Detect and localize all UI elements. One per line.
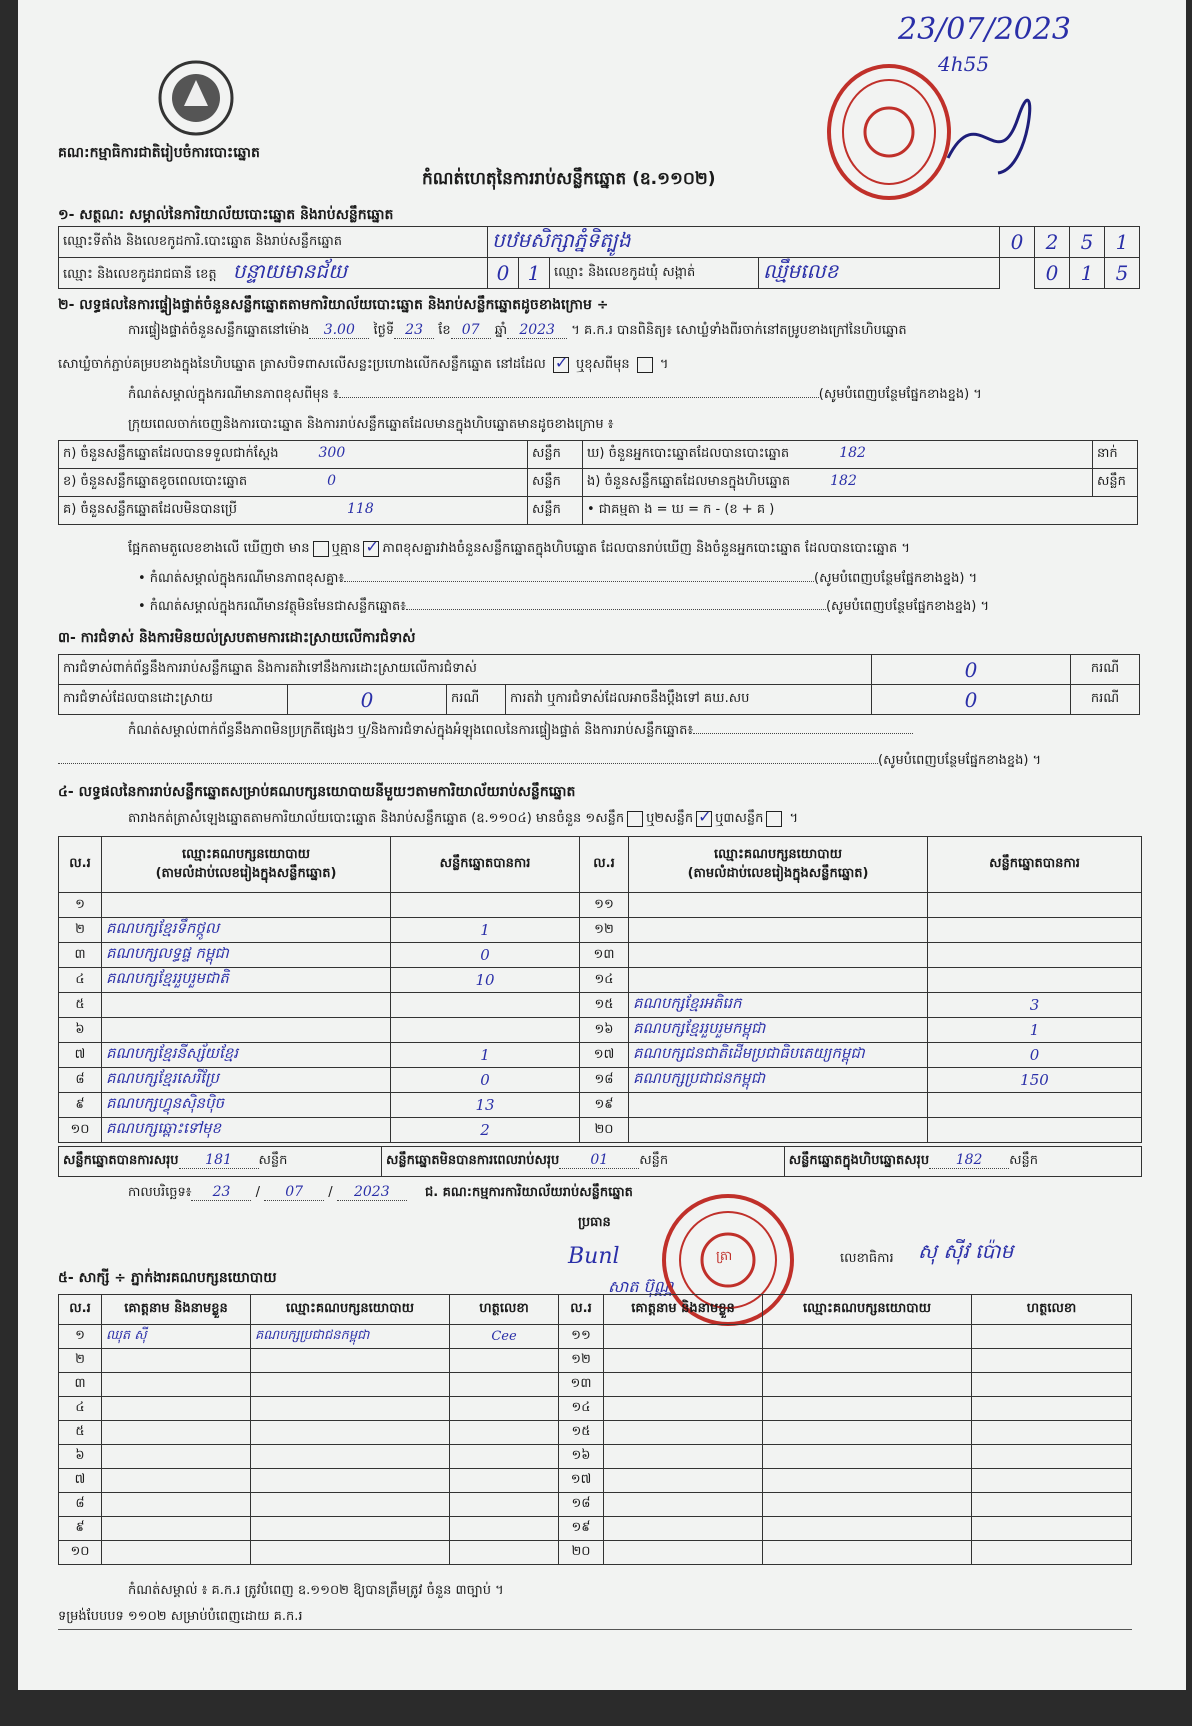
party-number: ១១ [580, 893, 629, 918]
party-column-header: ឈ្មោះគណបក្សនយោបាយ (តាមលំដាប់លេខរៀងក្នុងសន្លឹកឆ្នោត) [629, 837, 928, 893]
table-row [59, 1541, 1132, 1565]
two-sheets-checkbox[interactable] [696, 811, 712, 827]
party-number: ២០ [580, 1118, 629, 1143]
committee-name: គណ:កម្មាធិការជាតិរៀបចំការបោះឆ្នោត [58, 145, 260, 161]
witness-signature [450, 1445, 559, 1469]
polling-station-name: បឋមសិក្សាភ្នំទិត្បូង [488, 227, 1000, 258]
irregularity-note: កំណត់សម្គាល់ពាក់ព័ន្ធនឹងភាពមិនប្រក្រតីផ្សេងៗ ឬ/និងការជំទាស់ក្នុងអំឡុងពេលនៃការផ្ទៀងផ្ទាត់ និងការរាប់សន្លឹកឆ្នោត៖ [128, 722, 1138, 741]
witness-signature [972, 1517, 1132, 1541]
committee-emblem-icon [156, 58, 236, 138]
witness-number: ៥ [59, 1421, 102, 1445]
witness-table: ល.រ គោត្តនាម និងនាមខ្លួន ឈ្មោះគណបក្សនយោបាយ ហត្ថលេខា ល.រ គោត្តនាម និងនាមខ្លួន ឈ្មោះគណបក្សនយោបាយ ហត្ថលេខា ១ ឈុត ស៊ី គណបក្សប្រជាជនកម្ពុជា Cee ១១ ២ ១២ ៣ ១៣ ៤ ១៤ ៥ ១៥ ៦ ១៦ ៧ ១៧ ៨ ១៨ ៩ ១៩ ១០ ២០ [58, 1294, 1132, 1565]
total-valid-value: 181 [179, 1152, 259, 1169]
party-number: ៤ [59, 968, 102, 993]
party-votes: 1 [928, 1018, 1142, 1043]
province-code-digit: 0 [488, 258, 519, 289]
witness-number: ១៦ [559, 1445, 604, 1469]
party-number: ១០ [59, 1118, 102, 1143]
party-name: គណបក្សខ្មែរទឹកថ្កូល [102, 918, 391, 943]
witness-signature [450, 1397, 559, 1421]
party-votes [928, 1118, 1142, 1143]
witness-number: ១១ [559, 1325, 604, 1349]
witness-signature [450, 1349, 559, 1373]
witness-signature [972, 1493, 1132, 1517]
witness-number: ៦ [59, 1445, 102, 1469]
signing-day: 23 [191, 1184, 251, 1201]
table-row [59, 1018, 1142, 1043]
witness-party [763, 1469, 972, 1493]
ballots-in-box-value: 182 [830, 473, 857, 489]
table-row [59, 993, 1142, 1018]
section-3-heading: ៣- ការជំទាស់ និងការមិនយល់ស្របតាមការដោះស្រាយលើការជំទាស់ [58, 630, 416, 646]
witness-number: ១៤ [559, 1397, 604, 1421]
chair-name: សាត ប៊ុណ្ណ [608, 1277, 674, 1296]
table-row [59, 1349, 1132, 1373]
witness-name [604, 1349, 763, 1373]
witness-signature [450, 1373, 559, 1397]
table-row [59, 1517, 1132, 1541]
party-name [629, 1093, 928, 1118]
one-sheet-checkbox[interactable] [627, 811, 643, 827]
signing-date: កាលបរិច្ឆេទ៖ 23 / 07 / 2023 ជ. គណ:កម្មការការិយាល័យរាប់សន្លឹកឆ្នោត [128, 1184, 633, 1200]
commune-code-digit: 5 [1105, 258, 1140, 289]
table-row [59, 1493, 1132, 1517]
voters-voted-value: 182 [839, 445, 866, 461]
party-name: គណបក្សប្រជាជនកម្ពុជា [629, 1068, 928, 1093]
total-invalid-value: 01 [559, 1152, 639, 1169]
witness-signature [972, 1421, 1132, 1445]
commune-code-digit: 1 [1070, 258, 1105, 289]
table-row [59, 1093, 1142, 1118]
witness-number: ១ [59, 1325, 102, 1349]
witness-signature [450, 1421, 559, 1445]
witness-name [604, 1541, 763, 1565]
party-name [629, 1118, 928, 1143]
complaints-value: 0 [872, 655, 1071, 685]
three-sheets-checkbox[interactable] [766, 811, 782, 827]
witness-number: ៧ [59, 1469, 102, 1493]
witness-party [763, 1541, 972, 1565]
ballot-count-table: ក) ចំនួនសន្លឹកឆ្នោតដែលបានទទួលជាក់ស្តែង 300 សន្លឹក ឃ) ចំនួនអ្នកបោះឆ្នោតដែលបានបោះឆ្នោត 182 នាក់ ខ) ចំនួនសន្លឹកឆ្នោតខូចពេលបោះឆ្នោត 0 សន្លឹក ង) ចំនួនសន្លឹកឆ្នោតដែលមានក្នុងហិបឆ្នោត 182 សន្លឹក គ) ចំនួនសន្លឹកឆ្នោតដែលមិនបានប្រើ 118 សន្លឹក • ជាគម្មតា ង = ឃ = ក - (ខ + គ ) [58, 440, 1138, 525]
party-number: ៩ [59, 1093, 102, 1118]
party-name: គណបក្សឆ្ពោះទៅមុខ [102, 1118, 391, 1143]
party-number: ១៨ [580, 1068, 629, 1093]
party-name: គណបក្សហ្វុនស៊ិនប៉ិច [102, 1093, 391, 1118]
complaints-label: ការជំទាស់ពាក់ព័ន្ធនឹងការរាប់សន្លឹកឆ្នោត និងការតវ៉ាទៅនឹងការដោះស្រាយលើការជំទាស់ [59, 655, 872, 685]
form-title: កំណត់ហេតុនៃការរាប់សន្លឹកឆ្នោត (ឧ.១១០២) [422, 169, 716, 189]
irregularity-note-line-2: (សូមបំពេញបន្ថែមផ្នែកខាងខ្នង) ។ [58, 752, 1140, 771]
party-column-header: ឈ្មោះគណបក្សនយោបាយ (តាមលំដាប់លេខរៀងក្នុងសន្លឹកឆ្នោត) [102, 837, 391, 893]
verification-year: 2023 [507, 322, 567, 339]
section-1-table [58, 226, 1140, 289]
witness-number: ៤ [59, 1397, 102, 1421]
witness-party: គណបក្សប្រជាជនកម្ពុជា [251, 1325, 450, 1349]
chair-signature: Bunl [568, 1244, 620, 1269]
witness-party [251, 1469, 450, 1493]
witness-party [763, 1493, 972, 1517]
witness-name [102, 1469, 251, 1493]
table-row [59, 918, 1142, 943]
table-row [59, 943, 1142, 968]
witness-signature [972, 1325, 1132, 1349]
witness-number: ៩ [59, 1517, 102, 1541]
has-difference-checkbox[interactable] [313, 541, 329, 557]
witness-party [251, 1493, 450, 1517]
witness-name [102, 1445, 251, 1469]
province-code-digit: 1 [519, 258, 550, 289]
seal-check-line: សោឃ្លំចាក់ភ្ជាប់គម្របខាងក្នុងនៃហិបឆ្នោត ត្រាសបិទពាសលើសន្លះប្រហោងលើកសន្លឹកឆ្នោត នៅដដែល ✓ ឬខុសពីមុន ។ [58, 356, 668, 375]
party-votes [928, 1093, 1142, 1118]
party-votes: 1 [391, 1043, 580, 1068]
section-1-heading: ១- សត្ថណ: សម្គាល់នៃការិយាល័យបោះឆ្នោត និងរាប់សន្លឹកឆ្នោត [58, 207, 394, 223]
witness-name [102, 1541, 251, 1565]
party-name: គណបក្សលទ្ធផ្ទ កម្ពុជា [102, 943, 391, 968]
station-code-digit: 0 [1000, 227, 1035, 258]
party-number: ១៩ [580, 1093, 629, 1118]
witness-name [102, 1517, 251, 1541]
table-row [59, 1068, 1142, 1093]
party-name [102, 1018, 391, 1043]
witness-party [763, 1349, 972, 1373]
table-row [59, 1043, 1142, 1068]
witness-number: ១៧ [559, 1469, 604, 1493]
party-votes: 2 [391, 1118, 580, 1143]
ballots-received-value: 300 [318, 445, 346, 461]
witness-party [251, 1349, 450, 1373]
witness-party [763, 1445, 972, 1469]
commune-code-digit: 0 [1035, 258, 1070, 289]
unchanged-checkbox[interactable] [553, 357, 569, 373]
witness-party [763, 1325, 972, 1349]
verification-month: 07 [451, 322, 491, 339]
secretary-signature: សុ ស៊ីវ ប៉ោម [918, 1239, 1014, 1263]
witness-party [763, 1421, 972, 1445]
witness-signature [450, 1469, 559, 1493]
party-votes: 150 [928, 1068, 1142, 1093]
party-name [629, 918, 928, 943]
polling-station-label: ឈ្មោះទីតាំង និងលេខកូដការិ.បោះឆ្នោត និងរាប់សន្លឹកឆ្នោត [59, 227, 488, 258]
witness-signature [450, 1493, 559, 1517]
witness-number: ២០ [559, 1541, 604, 1565]
ballots-spoiled: ខ) ចំនួនសន្លឹកឆ្នោតខូចពេលបោះឆ្នោត 0 [59, 469, 528, 497]
chair-title: ប្រធាន [578, 1215, 611, 1230]
province-label: ឈ្មោះ និងលេខកូដរាជធានី ខេត្ត បន្ទាយមានជ័យ [59, 258, 488, 289]
witness-signature [450, 1541, 559, 1565]
table-row [59, 1469, 1132, 1493]
witness-signature [972, 1541, 1132, 1565]
formula-note: • ជាគម្មតា ង = ឃ = ក - (ខ + គ ) [583, 497, 1138, 525]
party-votes [928, 968, 1142, 993]
witness-name [604, 1373, 763, 1397]
party-number: ៨ [59, 1068, 102, 1093]
party-name: គណបក្សខ្មែរនីស្ស័យខ្មែរ [102, 1043, 391, 1068]
party-name: គណបក្សខ្មែររួបរួមជាតិ [102, 968, 391, 993]
witness-name [604, 1421, 763, 1445]
resolved-value: 0 [288, 685, 447, 715]
party-votes [928, 918, 1142, 943]
party-number: ១២ [580, 918, 629, 943]
verification-day: 23 [394, 322, 434, 339]
no-difference-checkbox[interactable] [363, 541, 379, 557]
discrepancy-line: ផ្អែកតាមតួលេខខាងលើ ឃើញថា មាន ឬគ្មាន✓ ភាពខុសគ្នារវាងចំនួនសន្លឹកឆ្នោតក្នុងហិបឆ្នោត ដែលបានរាប់ឃើញ និងចំនួនអ្នកបោះឆ្នោត ដែលបានបោះឆ្នោត ។ [128, 540, 1138, 559]
province-name: បន្ទាយមានជ័យ [232, 259, 348, 283]
witness-name: ឈុត ស៊ី [102, 1325, 251, 1349]
official-seal-top-icon [824, 62, 954, 202]
witness-name [604, 1397, 763, 1421]
station-code-digit: 5 [1070, 227, 1105, 258]
commune-label: ឈ្មោះ និងលេខកូដឃុំ សង្កាត់ [550, 258, 759, 289]
table-row [59, 893, 1142, 918]
commune-name: ឈ្មឹមលេខ [759, 258, 1000, 289]
witness-name [604, 1325, 763, 1349]
witness-name [604, 1517, 763, 1541]
party-name: គណបក្សខ្មែររួបរួមកម្ពុជា [629, 1018, 928, 1043]
party-number: ១៥ [580, 993, 629, 1018]
signing-year: 2023 [337, 1184, 407, 1201]
witness-name [604, 1445, 763, 1469]
form-footer: ទម្រង់បែបបទ ១១០២ សម្រាប់បំពេញដោយ គ.ក.រ [58, 1608, 1132, 1630]
witness-party [763, 1397, 972, 1421]
witness-name [604, 1469, 763, 1493]
section-4-heading: ៤- លទ្ធផលនៃការរាប់សន្លឹកឆ្នោតសម្រាប់គណបក្សនយោបាយនីមួយៗតាមការិយាល័យរាប់សន្លឹកឆ្នោត [58, 784, 576, 800]
witness-party [251, 1541, 450, 1565]
table-row [59, 1373, 1132, 1397]
verification-line: ការផ្ទៀងផ្ទាត់ចំនួនសន្លឹកឆ្នោតនៅម៉ោង 3.00 ថ្ងៃទី 23 ខែ 07 ឆ្នាំ 2023 ។ គ.ក.រ បានពិនិត្យ៖ សោឃ្លំទាំងពីរចាក់នៅតម្រូបខាងក្រៅនៃហិបឆ្នោត [128, 322, 907, 338]
witness-signature [972, 1445, 1132, 1469]
witness-number: ១៥ [559, 1421, 604, 1445]
totals-row [58, 1146, 1142, 1177]
witness-signature [450, 1517, 559, 1541]
party-votes [391, 893, 580, 918]
witness-name [102, 1493, 251, 1517]
section-2-heading: ២- លទ្ធផលនៃការផ្ទៀងផ្ទាត់ចំនួនសន្លឹកឆ្នោតតាមការិយាល័យបោះឆ្នោត និងរាប់សន្លឹកឆ្នោតដូចខាងក្រោម ÷ [58, 297, 609, 313]
section-5-heading: ៥- សាក្សី ÷ ភ្នាក់ងារគណបក្សនយោបាយ [58, 1270, 277, 1286]
witness-signature [972, 1349, 1132, 1373]
party-votes: 0 [391, 1068, 580, 1093]
witness-number: ៨ [59, 1493, 102, 1517]
witness-number: ១៣ [559, 1373, 604, 1397]
party-votes: 0 [391, 943, 580, 968]
witness-name [102, 1349, 251, 1373]
stamp-label: ត្រា [716, 1249, 733, 1264]
table-row [59, 1397, 1132, 1421]
witness-number: ១៩ [559, 1517, 604, 1541]
witness-party [251, 1421, 450, 1445]
verification-time: 3.00 [309, 322, 369, 339]
party-votes [928, 943, 1142, 968]
witness-name [102, 1421, 251, 1445]
party-name [629, 893, 928, 918]
table-row [59, 1325, 1132, 1349]
witness-party [251, 1397, 450, 1421]
table-row [59, 1118, 1142, 1143]
party-name: គណបក្សជនជាតិដើមប្រជាធិបតេយ្យកម្ពុជា [629, 1043, 928, 1068]
party-votes: 10 [391, 968, 580, 993]
signing-month: 07 [264, 1184, 324, 1201]
party-votes: 0 [928, 1043, 1142, 1068]
station-code-digit: 1 [1105, 227, 1140, 258]
witness-signature [972, 1397, 1132, 1421]
handwritten-date: 23/07/2023 [898, 12, 1071, 47]
witness-number: ២ [59, 1349, 102, 1373]
witness-number: ១០ [59, 1541, 102, 1565]
total-valid: សន្លឹកឆ្នោតបានការសរុប 181 សន្លឹក [59, 1147, 382, 1177]
count-intro: ក្រុយពេលចាក់ចេញនិងការបោះឆ្នោត និងការរាប់សន្លឹកឆ្នោតដែលមានក្នុងហិបឆ្នោតមានដូចខាងក្រោម ៖ [128, 417, 614, 432]
witness-signature: Cee [450, 1325, 559, 1349]
party-number: ៧ [59, 1043, 102, 1068]
appeal-label: ការតវ៉ា ឬការជំទាស់ដែលអាចនឹងប្តឹងទៅ គឃ.សប [506, 685, 872, 715]
witness-signature [972, 1373, 1132, 1397]
party-name [629, 968, 928, 993]
witness-party [763, 1373, 972, 1397]
witness-party [251, 1445, 450, 1469]
witness-party [251, 1373, 450, 1397]
party-name: គណបក្សខ្មែរសេរីប្រែ [102, 1068, 391, 1093]
ballots-unused: គ) ចំនួនសន្លឹកឆ្នោតដែលមិនបានប្រើ 118 [59, 497, 528, 525]
document-page [18, 0, 1186, 1690]
party-number: ៥ [59, 993, 102, 1018]
difference-note-line: កំណត់សម្គាល់ក្នុងករណីមានភាពខុសពីមុន ៖ (សូមបំពេញបន្ថែមផ្នែកខាងខ្នង) ។ [128, 387, 982, 402]
party-votes [928, 893, 1142, 918]
total-in-box: សន្លឹកឆ្នោតក្នុងហិបឆ្នោតសរុប 182 សន្លឹក [784, 1147, 1141, 1177]
table-row [59, 1445, 1132, 1469]
witness-name [604, 1493, 763, 1517]
resolved-label: ការជំទាស់ដែលបានដោះស្រាយ [59, 685, 288, 715]
party-number: ២ [59, 918, 102, 943]
voters-voted: ឃ) ចំនួនអ្នកបោះឆ្នោតដែលបានបោះឆ្នោត 182 [583, 441, 1093, 469]
table-row [59, 968, 1142, 993]
secretary-title: លេខាធិការ [840, 1251, 894, 1266]
party-results-table: ល.រ ឈ្មោះគណបក្សនយោបាយ (តាមលំដាប់លេខរៀងក្នុងសន្លឹកឆ្នោត) សន្លឹកឆ្នោតបានការ ល.រ ឈ្មោះគណបក្សនយោបាយ (តាមលំដាប់លេខរៀងក្នុងសន្លឹកឆ្នោត) សន្លឹកឆ្នោតបានការ ១ ១១ ២ គណបក្សខ្មែរទឹកថ្កូល 1 ១២ ៣ គណបក្សលទ្ធផ្ទ កម្ពុជា 0 ១៣ ៤ គណបក្សខ្មែររួបរួមជាតិ 10 ១៤ ៥ ១៥ គណបក្សខ្មែរអតិរេក 3 ៦ ១៦ គណបក្សខ្មែររួបរួមកម្ពុជា 1 ៧ គណបក្សខ្មែរនីស្ស័យខ្មែរ 1 ១៧ គណបក្សជនជាតិដើមប្រជាធិបតេយ្យកម្ពុជា 0 ៨ គណបក្សខ្មែរសេរីប្រែ 0 ១៨ គណបក្សប្រជាជនកម្ពុជា 150 ៩ គណបក្សហ្វុនស៊ិនប៉ិច 13 ១៩ ១០ គណបក្សឆ្ពោះទៅមុខ 2 ២០ [58, 836, 1142, 1143]
party-votes [391, 993, 580, 1018]
witness-name [102, 1397, 251, 1421]
witness-number: ១៨ [559, 1493, 604, 1517]
handwritten-time: 4h55 [938, 52, 990, 76]
tally-sheet-count: តារាងកត់ត្រាសំឡេងឆ្នោតតាមការិយាល័យបោះឆ្នោត និងរាប់សន្លឹកឆ្នោត (ឧ.១១០៤) មានចំនួន ១សន្លឹក ឬ២សន្លឹក✓ ឬ៣សន្លឹក ។ [128, 810, 798, 829]
ballots-received: ក) ចំនួនសន្លឹកឆ្នោតដែលបានទទួលជាក់ស្តែង 300 [59, 441, 528, 469]
total-in-box-value: 182 [929, 1152, 1009, 1169]
changed-checkbox[interactable] [637, 357, 653, 373]
party-votes: 1 [391, 918, 580, 943]
party-name [102, 893, 391, 918]
station-code-digit: 2 [1035, 227, 1070, 258]
party-number: ១៤ [580, 968, 629, 993]
party-number: ៣ [59, 943, 102, 968]
ballots-spoiled-value: 0 [327, 473, 337, 489]
witness-party [763, 1517, 972, 1541]
witness-party [251, 1517, 450, 1541]
party-name [102, 993, 391, 1018]
ballots-in-box: ង) ចំនួនសន្លឹកឆ្នោតដែលមានក្នុងហិបឆ្នោត 182 [583, 469, 1093, 497]
foreign-object-note: • កំណត់សម្គាល់ក្នុងករណីមានវត្ថុមិនមែនជាសន្លឹកឆ្នោត៖ (សូមបំពេញបន្ថែមផ្នែកខាងខ្នង) ។ [138, 599, 990, 614]
party-number: ១ [59, 893, 102, 918]
difference-note: • កំណត់សម្គាល់ក្នុងករណីមានភាពខុសគ្នា៖ (សូមបំពេញបន្ថែមផ្នែកខាងខ្នង) ។ [138, 571, 978, 586]
completion-note: កំណត់សម្គាល់ ៖ គ.ក.រ ត្រូវបំពេញ ឧ.១១០២ ឱ្យបានត្រឹមត្រូវ ចំនួន ៣ច្បាប់ ។ [128, 1583, 504, 1598]
complaints-table: ការជំទាស់ពាក់ព័ន្ធនឹងការរាប់សន្លឹកឆ្នោត និងការតវ៉ាទៅនឹងការដោះស្រាយលើការជំទាស់ 0 ករណី ការជំទាស់ដែលបានដោះស្រាយ 0 ករណី ការតវ៉ា ឬការជំទាស់ដែលអាចនឹងប្តឹងទៅ គឃ.សប 0 ករណី [58, 654, 1140, 715]
party-name: គណបក្សខ្មែរអតិរេក [629, 993, 928, 1018]
ballots-unused-value: 118 [347, 501, 374, 517]
party-number: ១៧ [580, 1043, 629, 1068]
party-votes: 3 [928, 993, 1142, 1018]
party-number: ១៦ [580, 1018, 629, 1043]
witness-name [102, 1373, 251, 1397]
party-votes: 13 [391, 1093, 580, 1118]
witness-signature [972, 1469, 1132, 1493]
party-name [629, 943, 928, 968]
signature-top-icon [938, 88, 1048, 188]
party-number: ១៣ [580, 943, 629, 968]
appeal-value: 0 [872, 685, 1071, 715]
witness-number: ១២ [559, 1349, 604, 1373]
total-invalid: សន្លឹកឆ្នោតមិនបានការពេលរាប់សរុប 01 សន្លឹក [381, 1147, 784, 1177]
table-row [59, 1421, 1132, 1445]
party-votes [391, 1018, 580, 1043]
party-number: ៦ [59, 1018, 102, 1043]
witness-number: ៣ [59, 1373, 102, 1397]
